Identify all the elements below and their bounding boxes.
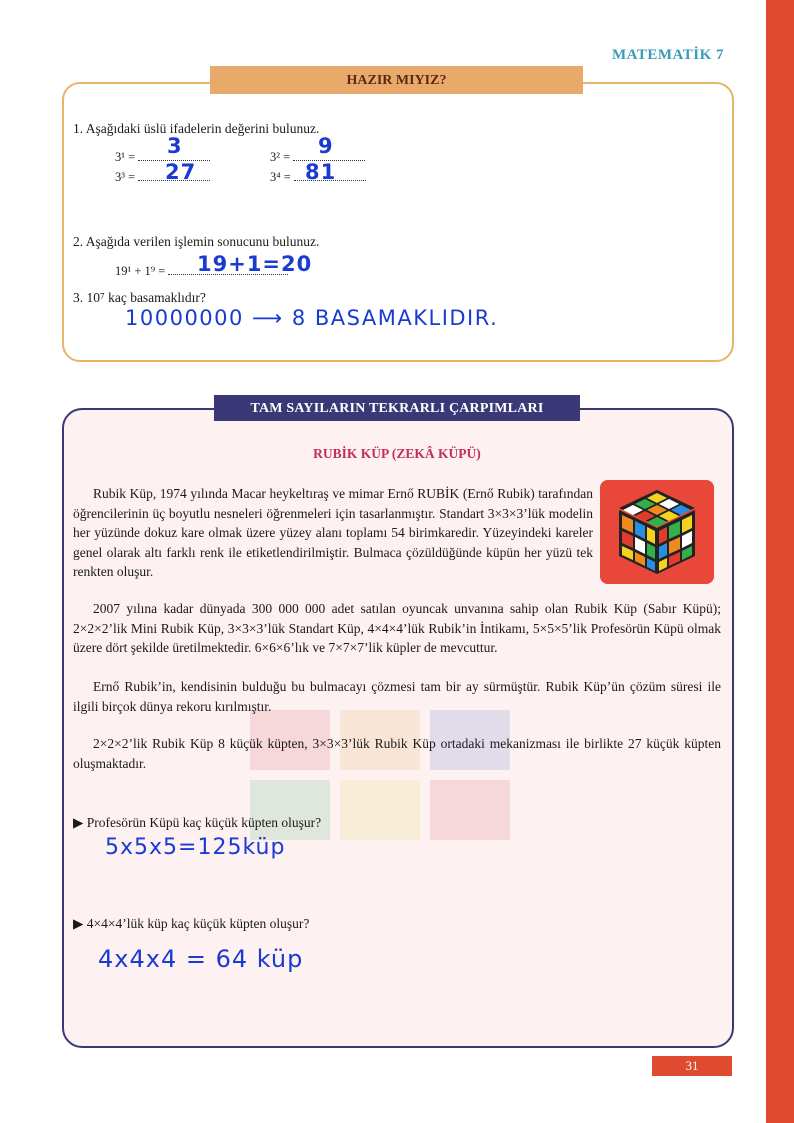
question-profesor-kup-text: Profesörün Küpü kaç küçük küpten oluşur? (86, 815, 322, 830)
question-profesor-kup (73, 815, 321, 831)
hazir-miyiz-tab: HAZIR MIYIZ? (210, 66, 583, 94)
handwritten-answer-2: 9 (318, 134, 334, 158)
handwritten-answer-q2: 19+1=20 (197, 252, 313, 276)
handwritten-answer-q3: 10000000 ⟶ 8 BASAMAKLIDIR. (125, 306, 499, 330)
q1-item-3-label: 3³ = (115, 170, 139, 184)
q1-item-4-label: 3⁴ = (270, 170, 294, 184)
rubik-subtitle: RUBİK KÜP (ZEKÂ KÜPÜ) (313, 446, 481, 461)
paragraph-2: 2007 yılına kadar dünyada 300 000 000 adet satılan oyuncak unvanına sahip olan Rubik Küp (Sabır Küpü); 2×2×2’lik Mini Rubik Küp, 3×3×3’lük Standart Küp, 4×4×4’lük Rubik’in İntikamı, 5×5×5’lik Profesörün Küpü olmak üzere dört şekilde üretilmektedir. 6×6×6’lık ve 7×7×7’lik küpler de mevcuttur. (73, 601, 721, 655)
faint-cube-watermark (230, 700, 560, 900)
question-2-text: 2. Aşağıda verilen işlemin sonucunu bulunuz. (73, 234, 320, 249)
handwritten-answer-4x4x4: 4x4x4 = 64 küp (98, 945, 304, 973)
question-4x4x4-kup-text: 4×4×4’lük küp kaç küçük küpten oluşur? (86, 916, 310, 931)
q1-item-2-label: 3² = (270, 150, 294, 164)
handwritten-answer-profesor: 5x5x5=125küp (105, 835, 286, 860)
book-title: MATEMATİK 7 (612, 47, 725, 63)
question-1-text: 1. Aşağıdaki üslü ifadelerin değerini bulunuz. (73, 121, 320, 136)
paragraph-1: Rubik Küp, 1974 yılında Macar heykeltıraş ve mimar Ernő RUBİK (Ernő Rubik) tarafından öğrencilerinin üç boyutlu nesneleri öğrenmeleri için tasarlanmıştır. Standart 3×3×3’lük modelin her yüzünde dokuz kare olmak üzere yüzey alanı toplamı 54 birimkaredir. Yüzeyindeki kareler genel olarak altı farklı renk ile etiketlendirilmiştir. Bulmaca çözüldüğünde küpün her yüzü tek renkten oluşur. (73, 486, 593, 579)
triangle-bullet-icon: ▶ (73, 815, 84, 830)
rubik-cube-image (600, 480, 714, 584)
question-4x4x4-kup (73, 916, 309, 932)
q2-expression-label: 19¹ + 1⁹ = (115, 264, 169, 278)
tekrarli-carpimlar-tab: TAM SAYILARIN TEKRARLI ÇARPIMLARI (214, 395, 580, 421)
handwritten-answer-4: 81 (305, 160, 337, 184)
handwritten-answer-1: 3 (167, 134, 183, 158)
handwritten-answer-3: 27 (165, 160, 197, 184)
triangle-bullet-icon: ▶ (73, 916, 84, 931)
page-number: 31 (652, 1056, 732, 1076)
side-color-bar (766, 0, 794, 1123)
q1-item-1-label: 3¹ = (115, 150, 139, 164)
paragraph-3: Ernő Rubik’in, kendisinin bulduğu bu bulmacayı çözmesi tam bir ay sürmüştür. Rubik Küp’ün çözüm süresi ile ilgili birçok dünya rekoru kırılmıştır. (73, 679, 721, 714)
question-3-text: 3. 10⁷ kaç basamaklıdır? (73, 290, 206, 305)
paragraph-4: 2×2×2’lik Rubik Küp 8 küçük küpten, 3×3×3’lük Rubik Küp ortadaki mekanizması ile birlikte 27 küçük küpten oluşmaktadır. (73, 736, 721, 771)
